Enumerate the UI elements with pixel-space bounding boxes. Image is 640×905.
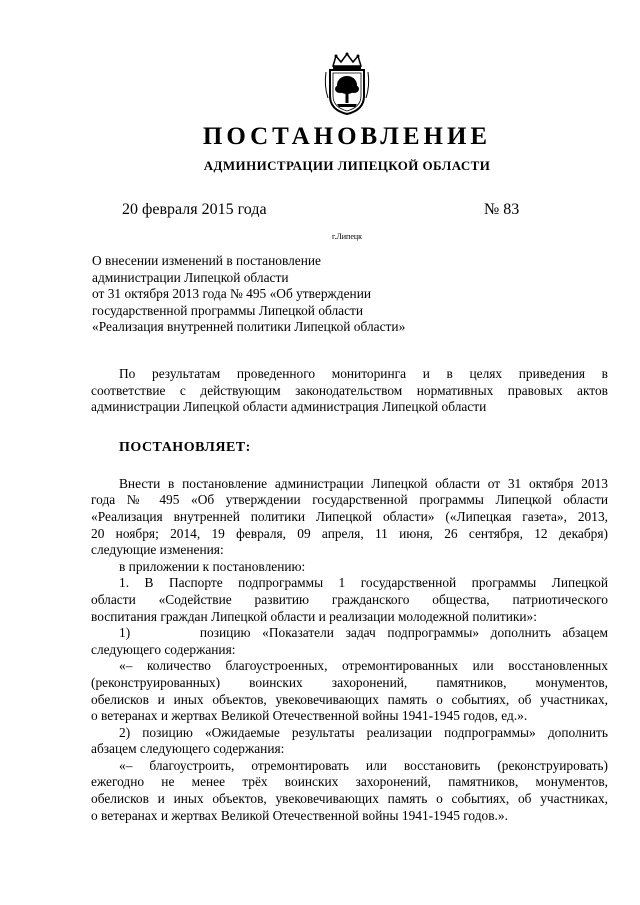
text-line: области «Содействие развитию гражданского общества, патриотического (91, 591, 608, 607)
text-line: ежегодно не менее трёх воинских захоронений, памятников, монументов, (91, 774, 608, 790)
document-title: ПОСТАНОВЛЕНИЕ (202, 123, 492, 150)
text-line: воспитания граждан Липецкой области и реализации молодежной политики»: (91, 608, 537, 624)
paragraph-item-1 (91, 575, 608, 625)
text-line: администрации Липецкой области администрация Липецкой области (91, 399, 487, 415)
text-line: 1) позицию «Показатели задач подпрограммы» дополнить абзацем (119, 625, 608, 641)
text-line: «Реализация внутренней политики Липецкой области» («Липецкая газета», 2013, (91, 508, 608, 524)
paragraph-quote-1 (91, 658, 608, 724)
text-line: следующие изменения: (91, 542, 224, 558)
text-line: Внести в постановление администрации Липецкой области от 31 октября 2013 (119, 475, 608, 491)
paragraph-appendix (91, 559, 608, 576)
text-line: «– благоустроить, отремонтировать или восстановить (реконструировать) (119, 757, 608, 773)
issuing-authority: АДМИНИСТРАЦИИ ЛИПЕЦКОЙ ОБЛАСТИ (203, 158, 491, 173)
text-line: соответствие с действующим законодательством нормативных правовых актов (91, 382, 608, 398)
subject-line: государственной программы Липецкой области (92, 302, 364, 318)
document-number: № 83 (484, 201, 520, 218)
paragraph-amendment-intro (91, 476, 608, 559)
text-line: обелисков и иных объектов, увековечивающих память о событиях, об участниках, (91, 691, 608, 707)
text-line: года № 495 «Об утверждении государственной программы Липецкой области (91, 492, 608, 508)
text-line: о ветеранах и жертвах Великой Отечественной войны 1941-1945 годов, ед.». (91, 708, 528, 724)
text-line: в приложении к постановлению: (119, 558, 306, 574)
paragraph-quote-2 (91, 758, 608, 824)
text-line: «– количество благоустроенных, отремонтированных или восстановленных (119, 658, 608, 674)
document-body (91, 366, 608, 824)
document-date: 20 февраля 2015 года (122, 201, 267, 218)
paragraph-subitem-1 (91, 625, 608, 658)
text-line: По результатам проведенного мониторинга и в целях приведения в (119, 366, 608, 381)
paragraph-subitem-2 (91, 725, 608, 758)
document-subject (92, 253, 492, 336)
coat-of-arms-icon (322, 52, 372, 116)
resolve-heading: ПОСТАНОВЛЯЕТ: (119, 439, 251, 455)
text-line: (реконструированных) воинских захоронений, памятников, монументов, (91, 674, 608, 690)
text-line: о ветеранах и жертвах Великой Отечественной войны 1941-1945 годов.». (91, 807, 508, 823)
subject-line: «Реализация внутренней политики Липецкой области» (92, 319, 406, 335)
text-line: 2) позицию «Ожидаемые результаты реализации подпрограммы» дополнить (119, 724, 608, 740)
text-line: обелисков и иных объектов, увековечивающих память о событиях, об участниках, (91, 791, 608, 807)
preamble-paragraph (91, 366, 608, 416)
text-line: следующего содержания: (91, 641, 236, 657)
text-line: 20 ноября; 2014, 19 февраля, 09 апреля, 11 июня, 26 сентября, 12 декабря) (91, 525, 608, 541)
subject-line: от 31 октября 2013 года № 495 «Об утверждении (92, 286, 372, 302)
text-line: абзацем следующего содержания: (91, 741, 285, 757)
text-line: 1. В Паспорте подпрограммы 1 государственной программы Липецкой (119, 575, 608, 591)
document-city: г.Липецк (331, 232, 363, 241)
subject-line: О внесении изменений в постановление (92, 253, 321, 268)
subject-line: администрации Липецкой области (92, 269, 289, 285)
